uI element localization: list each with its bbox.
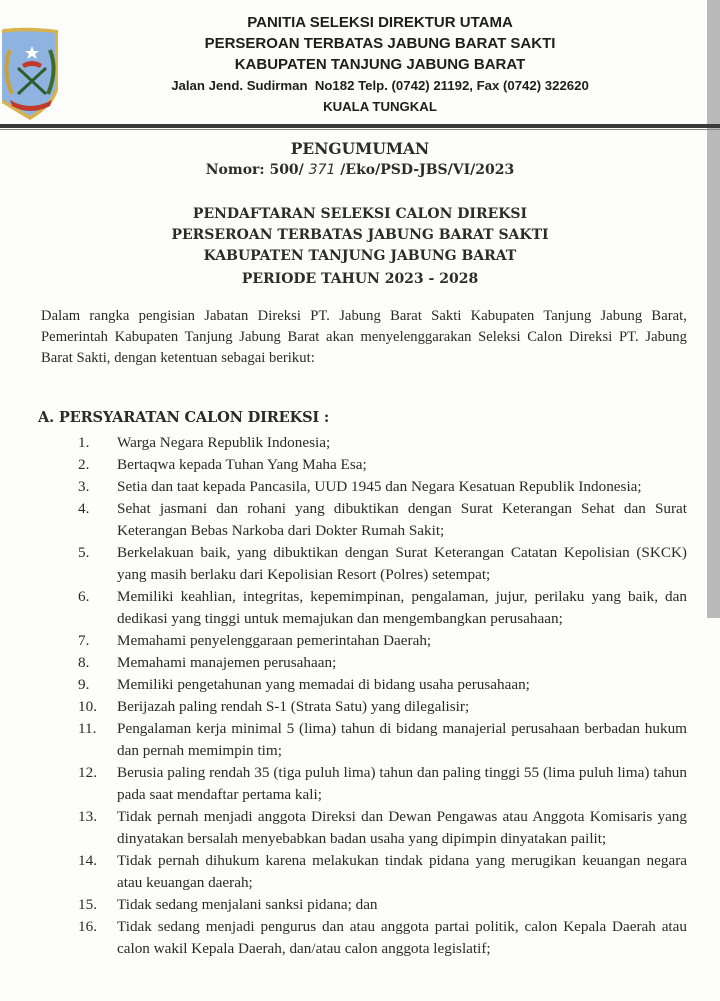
list-item-text: Memiliki keahlian, integritas, kepemimpinan, pengalaman, jujur, perilaku yang baik, dan dedikasi yang tinggi untuk memajukan dan mengembangkan perusahaan; <box>117 588 687 627</box>
list-item <box>78 498 687 542</box>
list-item <box>78 850 687 894</box>
regency-logo <box>2 20 60 124</box>
list-item <box>78 674 687 696</box>
list-item-text: Pengalaman kerja minimal 5 (lima) tahun di bidang manajerial perusahaan berbadan hukum dan pernah memimpin tim; <box>117 720 687 759</box>
number-handwritten: 371 <box>308 162 336 178</box>
list-item-number: 11. <box>78 720 97 737</box>
letterhead-committee: PANITIA SELEKSI DIREKTUR UTAMA <box>247 14 513 31</box>
list-item-number: 4. <box>78 500 90 517</box>
list-item-text: Tidak sedang menjadi pengurus dan atau anggota partai politik, calon Kepala Daerah atau calon wakil Kepala Daerah, dan/atau calon anggota legislatif; <box>117 918 687 957</box>
list-item-text: Warga Negara Republik Indonesia; <box>117 434 331 451</box>
list-item <box>78 454 687 476</box>
header-divider <box>0 124 720 128</box>
list-item-text: Memahami manajemen perusahaan; <box>117 654 337 671</box>
list-item <box>78 432 687 454</box>
list-item <box>78 476 687 498</box>
list-item-number: 3. <box>78 478 90 495</box>
list-item-text: Bertaqwa kepada Tuhan Yang Maha Esa; <box>117 456 367 473</box>
announcement-subtitle-2: PERSEROAN TERBATAS JABUNG BARAT SAKTI <box>171 227 549 243</box>
list-item-text: Setia dan taat kepada Pancasila, UUD 1945 dan Negara Kesatuan Republik Indonesia; <box>117 478 642 495</box>
intro-paragraph: Dalam rangka pengisian Jabatan Direksi PT. Jabung Barat Sakti Kabupaten Tanjung Jabung Barat, Pemerintah Kabupaten Tanjung Jabung Barat akan menyelenggarakan Seleksi Calon Direksi PT. Jabung Barat Sakti, dengan ketentuan sebagai berikut: <box>41 308 687 366</box>
list-item-number: 9. <box>78 676 90 693</box>
list-item-text: Tidak pernah menjadi anggota Direksi dan Dewan Pengawas atau Anggota Komisaris yang dinyatakan bersalah menyebabkan badan usaha yang dipimpin dinyatakan pailit; <box>117 808 687 847</box>
letterhead <box>110 12 650 117</box>
announcement-period: PERIODE TAHUN 2023 - 2028 <box>241 271 479 287</box>
announcement-number <box>120 160 600 180</box>
list-item <box>78 806 687 850</box>
list-item-text: Tidak sedang menjalani sanksi pidana; dan <box>117 896 378 913</box>
announcement-title: PENGUMUMAN <box>290 139 430 158</box>
list-item-number: 1. <box>78 434 90 451</box>
letterhead-regency: KABUPATEN TANJUNG JABUNG BARAT <box>234 56 526 73</box>
number-prefix: Nomor: 500/ <box>205 162 309 178</box>
list-item <box>78 630 687 652</box>
list-item-text: Sehat jasmani dan rohani yang dibuktikan dengan Surat Keterangan Sehat dan Surat Keterangan Bebas Narkoba dari Dokter Rumah Sakit; <box>117 500 687 539</box>
letterhead-company: PERSEROAN TERBATAS JABUNG BARAT SAKTI <box>204 35 556 52</box>
number-suffix: /Eko/PSD-JBS/VI/2023 <box>335 162 515 178</box>
list-item-text: Berijazah paling rendah S-1 (Strata Satu) yang dilegalisir; <box>117 698 470 715</box>
list-item-number: 5. <box>78 544 90 561</box>
list-item <box>78 718 687 762</box>
section-a-heading: A. PERSYARATAN CALON DIREKSI : <box>38 409 330 426</box>
list-item-text: Berkelakuan baik, yang dibuktikan dengan Surat Keterangan Catatan Kepolisian (SKCK) yang masih berlaku dari Kepolisian Resort (Polres) setempat; <box>117 544 687 583</box>
letterhead-city: KUALA TUNGKAL <box>323 99 437 114</box>
list-item-number: 7. <box>78 632 90 649</box>
requirements-list <box>78 432 687 960</box>
scrollbar-edge <box>707 0 720 618</box>
list-item <box>78 586 687 630</box>
list-item <box>78 542 687 586</box>
list-item-text: Tidak pernah dihukum karena melakukan tindak pidana yang merugikan keuangan negara atau keuangan daerah; <box>117 852 687 891</box>
list-item <box>78 916 687 960</box>
list-item-text: Memiliki pengetahunan yang memadai di bidang usaha perusahaan; <box>117 676 530 693</box>
list-item <box>78 696 687 718</box>
list-item-text: Memahami penyelenggaraan pemerintahan Daerah; <box>117 632 432 649</box>
list-item-number: 10. <box>78 698 97 715</box>
announcement-title-block <box>120 138 600 290</box>
list-item-number: 13. <box>78 808 97 825</box>
list-item-number: 12. <box>78 764 97 781</box>
list-item-number: 15. <box>78 896 97 913</box>
list-item <box>78 762 687 806</box>
announcement-subtitle-1: PENDAFTARAN SELEKSI CALON DIREKSI <box>192 206 528 222</box>
letterhead-address: Jalan Jend. Sudirman No182 Telp. (0742) 21192, Fax (0742) 322620 <box>171 78 589 93</box>
list-item-number: 14. <box>78 852 97 869</box>
list-item <box>78 894 687 916</box>
announcement-subtitle-3: KABUPATEN TANJUNG JABUNG BARAT <box>203 248 517 264</box>
header-divider-thin <box>0 129 720 130</box>
list-item-number: 16. <box>78 918 97 935</box>
list-item <box>78 652 687 674</box>
list-item-number: 6. <box>78 588 90 605</box>
list-item-number: 8. <box>78 654 90 671</box>
list-item-text: Berusia paling rendah 35 (tiga puluh lima) tahun dan paling tinggi 55 (lima puluh lima) tahun pada saat mendaftar pertama kali; <box>117 764 687 803</box>
list-item-number: 2. <box>78 456 90 473</box>
